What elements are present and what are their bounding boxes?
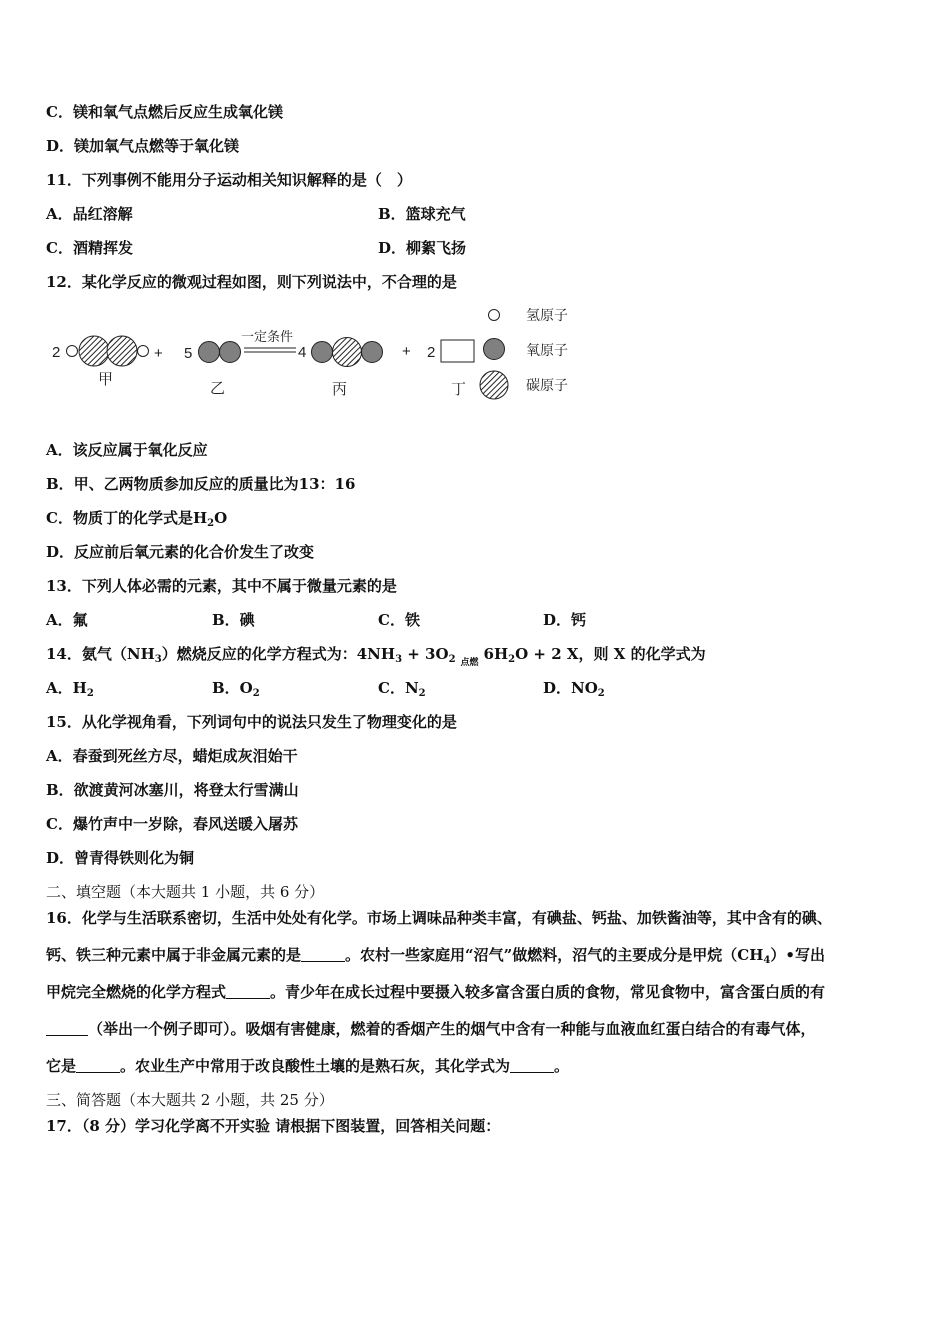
legend-oxygen-icon <box>484 339 505 360</box>
legend-oxygen-label: 氧原子 <box>526 342 568 358</box>
q15-option-a: A．春蚕到死丝方尽，蜡炬成灰泪始干 <box>46 747 298 765</box>
q16-line-3: 甲烷完全燃烧的化学方程式 。青少年在成长过程中要摄入较多富含蛋白质的食物，常见食物中，富含蛋白质的有 <box>46 983 826 1001</box>
q13-stem: 13．下列人体必需的元素，其中不属于微量元素的是 <box>46 577 397 595</box>
plus-sign-2: + <box>402 343 411 360</box>
q14-option-b: B．$O_2$ <box>212 679 260 699</box>
legend-carbon-label: 碳原子 <box>526 377 568 393</box>
q12-option-b: B．甲、乙两物质参加反应的质量比为13：16 <box>46 475 356 493</box>
hydrogen-atom <box>67 346 78 357</box>
q14-option-d: D．$NO_2$ <box>543 679 605 699</box>
coef-bing: 4 <box>298 344 307 361</box>
legend-hydrogen-label: 氢原子 <box>526 307 568 323</box>
coef-jia: 2 <box>52 344 61 361</box>
q17-stem: 17．（8 分）学习化学离不开实验 请根据下图装置，回答相关问题： <box>46 1117 501 1135</box>
q12-option-c: C．物质丁的化学式是$H_2O$ <box>46 509 228 529</box>
q13-option-a: A．氟 <box>46 611 88 629</box>
q14-stem: 14．氨气$(NH_3)$燃烧反应的化学方程式为：$4NH_3 + 3O_2$ 点燃 $6H_2O + 2$ X，则 X 的化学式为 <box>46 644 706 670</box>
reaction-diagram <box>50 300 610 410</box>
q10-option-d: D．镁加氧气点燃等于氧化镁 <box>46 137 240 155</box>
q10-option-c: C．镁和氧气点燃后反应生成氧化镁 <box>46 103 283 121</box>
oxygen-atom <box>312 342 333 363</box>
answer-blank-4[interactable] <box>76 1058 120 1073</box>
section-2-heading: 二、填空题（本大题共 1 小题，共 6 分） <box>46 883 325 901</box>
q11-option-d: D．柳絮飞扬 <box>378 239 467 257</box>
section-3-heading: 三、简答题（本大题共 2 小题，共 25 分） <box>46 1091 334 1109</box>
q14-option-c: C．$N_2$ <box>378 679 426 699</box>
plus-sign-1: + <box>154 345 163 362</box>
label-yi: 乙 <box>210 380 226 397</box>
legend-hydrogen-icon <box>489 310 500 321</box>
coef-ding: 2 <box>427 344 436 361</box>
answer-blank-3[interactable] <box>46 1021 88 1036</box>
q16-line-2: 钙、铁三种元素中属于非金属元素的是 。农村一些家庭用“沼气”做燃料，沼气的主要成分是甲烷$(CH_4)•$写出 <box>46 946 825 966</box>
q11-stem: 11．下列事例不能用分子运动相关知识解释的是（ ） <box>46 171 412 189</box>
oxygen-atom <box>362 342 383 363</box>
q15-option-b: B．欲渡黄河冰塞川，将登太行雪满山 <box>46 781 299 799</box>
reaction-condition: 一定条件 <box>241 329 294 344</box>
q16-line-5: 它是 。农业生产中常用于改良酸性土壤的是熟石灰，其化学式为 。 <box>46 1057 570 1075</box>
q11-option-a: A．品红溶解 <box>46 205 133 223</box>
q12-option-a: A．该反应属于氧化反应 <box>46 441 208 459</box>
q13-option-d: D．钙 <box>543 611 587 629</box>
q16-line-1: 16．化学与生活联系密切，生活中处处有化学。市场上调味品种类丰富，有碘盐、钙盐、加铁酱油等，其中含有的碘、 <box>46 909 832 927</box>
q13-option-c: C．铁 <box>378 611 420 629</box>
legend-carbon-icon <box>480 371 508 399</box>
q12-stem: 12．某化学反应的微观过程如图，则下列说法中，不合理的是 <box>46 273 457 291</box>
label-ding: 丁 <box>451 381 467 398</box>
oxygen-atom <box>220 342 241 363</box>
q16-line-4: （举出一个例子即可）。吸烟有害健康，燃着的香烟产生的烟气中含有一种能与血液血红蛋白结合的有毒气体， <box>46 1019 816 1039</box>
carbon-atom <box>79 336 109 366</box>
q15-option-c: C．爆竹声中一岁除，春风送暖入屠苏 <box>46 815 298 833</box>
carbon-atom <box>107 336 137 366</box>
hydrogen-atom <box>138 346 149 357</box>
answer-blank-2[interactable] <box>226 984 270 999</box>
unknown-product-box <box>441 340 474 362</box>
answer-blank-5[interactable] <box>510 1058 554 1073</box>
answer-blank-1[interactable] <box>301 947 345 962</box>
q15-option-d: D．曾青得铁则化为铜 <box>46 849 195 867</box>
coef-yi: 5 <box>184 345 193 362</box>
q13-option-b: B．碘 <box>212 611 255 629</box>
q11-option-b: B．篮球充气 <box>378 205 466 223</box>
label-bing: 丙 <box>332 381 348 398</box>
q14-option-a: A．$H_2$ <box>46 679 94 699</box>
oxygen-atom <box>199 342 220 363</box>
label-jia: 甲 <box>98 371 114 388</box>
ignite-condition: 点燃 <box>460 658 479 668</box>
q12-option-d: D．反应前后氧元素的化合价发生了改变 <box>46 543 315 561</box>
carbon-atom <box>333 338 362 367</box>
q15-stem: 15．从化学视角看，下列词句中的说法只发生了物理变化的是 <box>46 713 457 731</box>
q11-option-c: C．酒精挥发 <box>46 239 133 257</box>
